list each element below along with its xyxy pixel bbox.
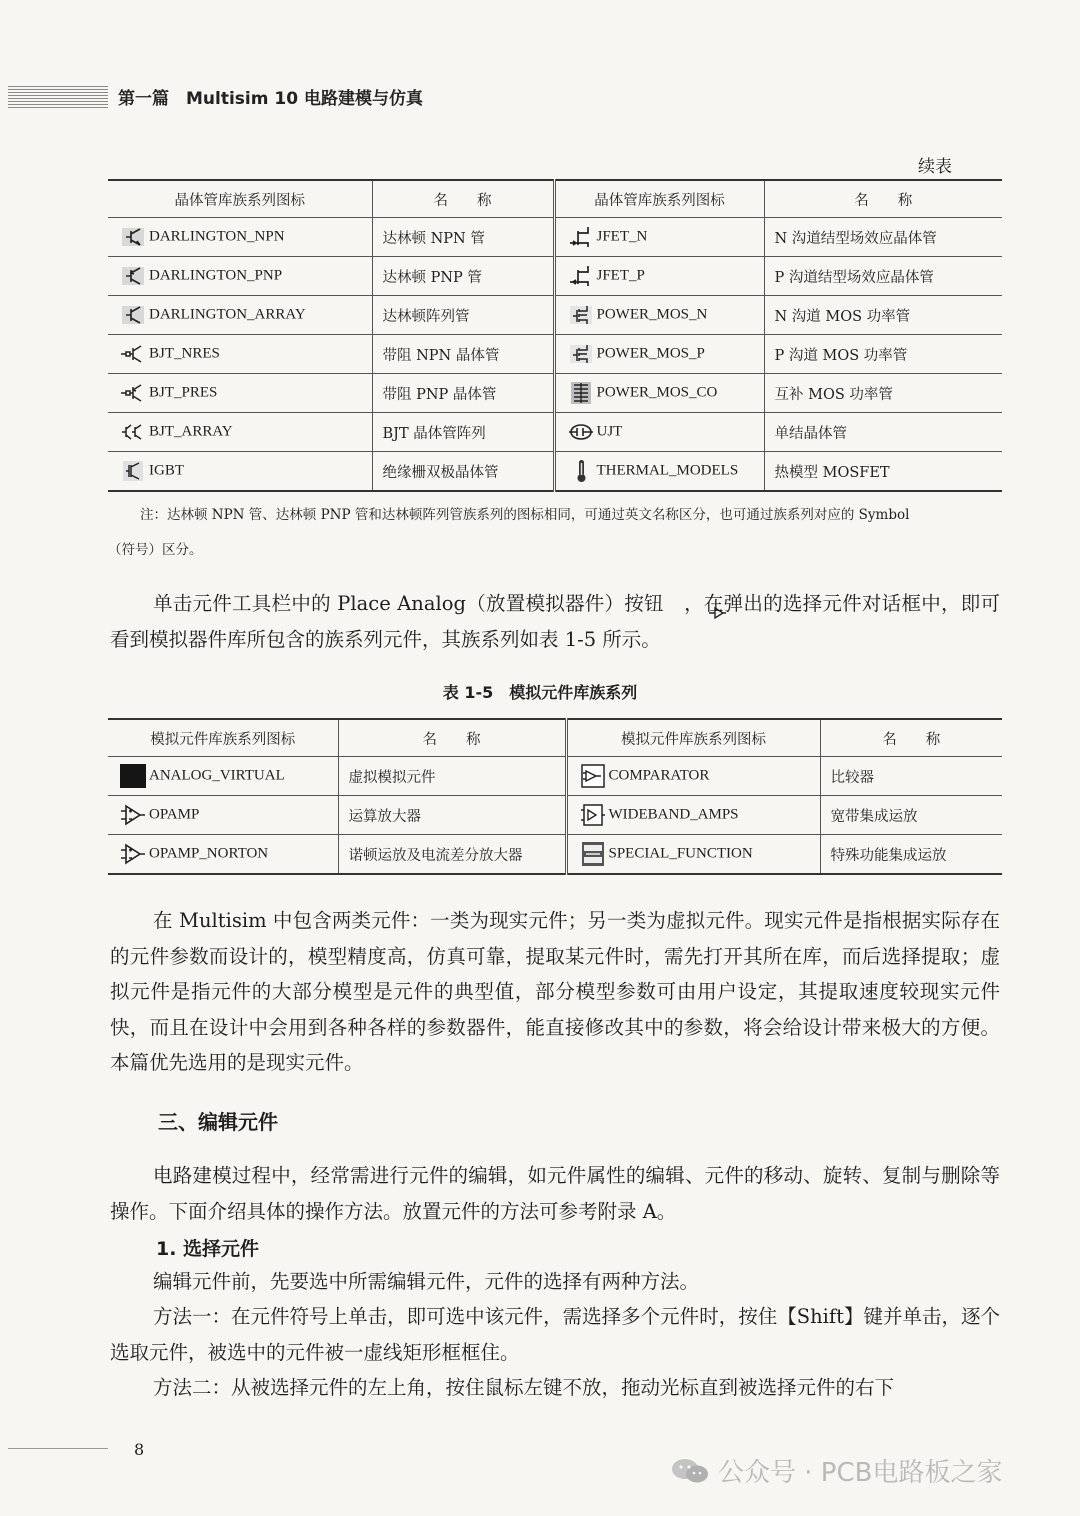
family-code: DARLINGTON_PNP: [149, 267, 283, 284]
paragraph-edit-intro: 电路建模过程中，经常需进行元件的编辑，如元件属性的编辑、元件的移动、旋转、复制与删除等操作。下面介绍具体的操作方法。放置元件的方法可参考附录 A。: [110, 1164, 1000, 1223]
family-name-cell: 达林顿阵列管: [372, 296, 554, 335]
family-code: POWER_MOS_N: [596, 306, 708, 323]
col-header: 模拟元件库族系列图标: [108, 719, 338, 757]
family-code: POWER_MOS_CO: [596, 384, 718, 401]
paragraph-selection-methods: 编辑元件前，先要选中所需编辑元件，元件的选择有两种方法。: [153, 1270, 700, 1293]
family-icon-cell: [566, 757, 820, 796]
wechat-icon: [670, 1456, 710, 1486]
family-icon-cell: [554, 218, 764, 257]
family-icon-cell: [108, 452, 372, 492]
paragraph-text: ，在弹出的选择元件对话框中，即可看到模拟器件库所包含的族系列元件，其族系列如表 1-5 所示。: [110, 592, 1000, 651]
col-header: 名 称: [820, 719, 1002, 757]
family-code: BJT_PRES: [149, 384, 218, 401]
family-code: IGBT: [149, 462, 184, 479]
family-name-cell: 诺顿运放及电流差分放大器: [338, 835, 566, 875]
col-header: 名 称: [764, 180, 1002, 218]
ujt-icon: [568, 420, 594, 444]
watermark: [670, 1452, 1002, 1489]
paragraph-text: 单击元件工具栏中的 Place Analog（放置模拟器件）按钮: [153, 592, 664, 615]
family-code: JFET_P: [596, 267, 645, 284]
place-analog-button-icon: [664, 597, 684, 613]
family-icon-cell: [108, 335, 372, 374]
family-code: THERMAL_MODELS: [596, 462, 739, 479]
family-name-cell: 达林顿 NPN 管: [372, 218, 554, 257]
table-row: [108, 796, 1002, 835]
watermark-text: 公众号 · PCB电路板之家: [718, 1458, 1003, 1488]
table-row: [108, 257, 1002, 296]
table-row: [108, 452, 1002, 492]
power-mos-co-icon: [568, 381, 594, 405]
family-name-cell: 运算放大器: [338, 796, 566, 835]
family-icon-cell: [566, 796, 820, 835]
continued-label: 续表: [918, 157, 952, 177]
family-icon-cell: [108, 757, 338, 796]
bjt-nres-icon: [120, 342, 146, 366]
family-name-cell: BJT 晶体管阵列: [372, 413, 554, 452]
paragraph-method-one: 方法一：在元件符号上单击，即可选中该元件，需选择多个元件时，按住【Shift】键并单击，逐个选取元件，被选中的元件被一虚线矩形框框住。: [110, 1305, 1000, 1364]
family-name-cell: 绝缘栅双极晶体管: [372, 452, 554, 492]
power-mos-n-icon: [568, 303, 594, 327]
wideband-amp-icon: [580, 803, 606, 827]
family-icon-cell: [108, 413, 372, 452]
family-icon-cell: [554, 452, 764, 492]
family-icon-cell: [554, 413, 764, 452]
family-name-cell: N 沟道 MOS 功率管: [764, 296, 1002, 335]
section-heading: 三、编辑元件: [158, 1110, 278, 1134]
footer-rule: [8, 1448, 108, 1449]
col-header: 晶体管库族系列图标: [554, 180, 764, 218]
table-caption: 表 1-5 模拟元件库族系列: [442, 683, 638, 702]
family-name-cell: 比较器: [820, 757, 1002, 796]
family-code: OPAMP_NORTON: [149, 845, 269, 862]
jfet-p-icon: [568, 264, 594, 288]
family-name-cell: 带阻 PNP 晶体管: [372, 374, 554, 413]
family-icon-cell: [108, 218, 372, 257]
jfet-n-icon: [568, 225, 594, 249]
family-code: POWER_MOS_P: [596, 345, 705, 362]
table-row: [108, 413, 1002, 452]
family-name-cell: 虚拟模拟元件: [338, 757, 566, 796]
page-number: 8: [134, 1440, 145, 1459]
family-code: COMPARATOR: [608, 767, 710, 784]
family-code: OPAMP: [149, 806, 200, 823]
table-header-row: [108, 180, 1002, 218]
analog-virtual-icon: [120, 764, 146, 788]
family-name-cell: 特殊功能集成运放: [820, 835, 1002, 875]
family-name-cell: 达林顿 PNP 管: [372, 257, 554, 296]
family-icon-cell: [566, 835, 820, 875]
family-name-cell: 带阻 NPN 晶体管: [372, 335, 554, 374]
comparator-icon: [580, 764, 606, 788]
bjt-array-icon: [120, 420, 146, 444]
family-name-cell: 宽带集成运放: [820, 796, 1002, 835]
table-row: [108, 296, 1002, 335]
pnp-darlington-icon: [120, 264, 146, 288]
running-header: 第一篇 Multisim 10 电路建模与仿真: [118, 89, 423, 109]
power-mos-p-icon: [568, 342, 594, 366]
family-name-cell: 互补 MOS 功率管: [764, 374, 1002, 413]
paragraph-place-analog: [110, 586, 1000, 657]
family-icon-cell: [108, 796, 338, 835]
family-code: WIDEBAND_AMPS: [608, 806, 739, 823]
opamp-icon: [120, 803, 146, 827]
family-icon-cell: [554, 335, 764, 374]
family-code: UJT: [596, 423, 623, 440]
table-row: [108, 757, 1002, 796]
family-icon-cell: [554, 257, 764, 296]
family-icon-cell: [554, 374, 764, 413]
family-name-cell: P 沟道 MOS 功率管: [764, 335, 1002, 374]
family-code: SPECIAL_FUNCTION: [608, 845, 753, 862]
table-note: 注：达林顿 NPN 管、达林顿 PNP 管和达林顿阵列管族系列的图标相同，可通过英文名称区分，也可通过族系列对应的 Symbol: [140, 507, 910, 523]
family-code: DARLINGTON_ARRAY: [149, 306, 306, 323]
family-name-cell: 单结晶体管: [764, 413, 1002, 452]
family-name-cell: P 沟道结型场效应晶体管: [764, 257, 1002, 296]
family-icon-cell: [108, 296, 372, 335]
family-icon-cell: [554, 296, 764, 335]
table-row: [108, 835, 1002, 875]
table-header-row: [108, 719, 1002, 757]
bjt-pres-icon: [120, 381, 146, 405]
paragraph-method-two: 方法二：从被选择元件的左上角，按住鼠标左键不放，拖动光标直到被选择元件的右下: [153, 1376, 895, 1399]
col-header: 晶体管库族系列图标: [108, 180, 372, 218]
family-code: DARLINGTON_NPN: [149, 228, 285, 245]
col-header: 名 称: [338, 719, 566, 757]
thermometer-icon: [568, 459, 594, 483]
table-row: [108, 374, 1002, 413]
header-rule-decoration: [8, 86, 108, 108]
family-icon-cell: [108, 835, 338, 875]
family-name-cell: N 沟道结型场效应晶体管: [764, 218, 1002, 257]
col-header: 模拟元件库族系列图标: [566, 719, 820, 757]
family-icon-cell: [108, 374, 372, 413]
opamp-norton-icon: [120, 842, 146, 866]
table-row: [108, 218, 1002, 257]
subsection-heading: 1. 选择元件: [156, 1238, 260, 1260]
table-note-continued: （符号）区分。: [108, 542, 203, 558]
paragraph-component-types: 在 Multisim 中包含两类元件：一类为现实元件；另一类为虚拟元件。现实元件是指根据实际存在的元件参数而设计的，模型精度高，仿真可靠，提取某元件时，需先打开其所在库，而后选择提取；虚拟元件是指元件的大部分模型是元件的典型值，部分模型参数可由用户设定，其提取速度较现实元件快，而且在设计中会用到各种各样的参数器件，能直接修改其中的参数，将会给设计带来极大的方便。本篇优先选用的是现实元件。: [110, 909, 1000, 1075]
analog-family-table: [108, 718, 1002, 875]
family-name-cell: 热模型 MOSFET: [764, 452, 1002, 492]
igbt-icon: [120, 459, 146, 483]
family-icon-cell: [108, 257, 372, 296]
family-code: BJT_NRES: [149, 345, 220, 362]
col-header: 名 称: [372, 180, 554, 218]
table-row: [108, 335, 1002, 374]
transistor-family-table: [108, 179, 1002, 492]
family-code: ANALOG_VIRTUAL: [149, 767, 285, 784]
npn-darlington-icon: [120, 225, 146, 249]
family-code: JFET_N: [596, 228, 648, 245]
darlington-array-icon: [120, 303, 146, 327]
family-code: BJT_ARRAY: [149, 423, 233, 440]
special-function-icon: [580, 842, 606, 866]
